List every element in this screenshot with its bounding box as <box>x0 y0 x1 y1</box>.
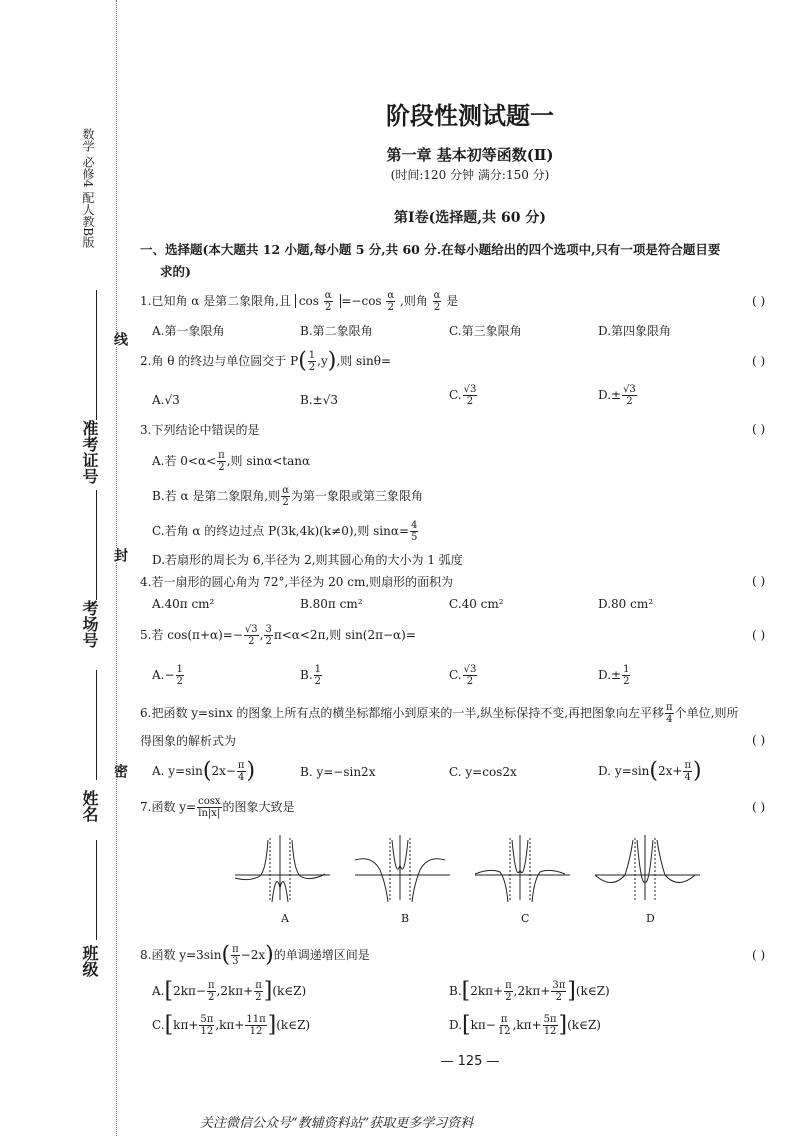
q8-b-t1: 2kπ+ <box>470 984 504 998</box>
q2-c-num: √3 <box>463 384 477 395</box>
q5-a-den: 2 <box>176 676 183 687</box>
chapter-subtitle: 第一章 基本初等函数(Ⅱ) <box>386 146 554 164</box>
q2-option-c-label: C. <box>449 388 462 402</box>
q7-frac-num: cosx <box>198 796 221 807</box>
section-instructions: 一、选择题(本大题共 12 小题,每小题 5 分,共 60 分.在每小题给出的四个选项中,只有一项是符合题目要 <box>140 242 721 257</box>
q8-d-frac1 <box>497 1014 512 1037</box>
q3-a-num: π <box>218 450 225 461</box>
q6-frac-num: π <box>666 702 673 713</box>
q5-rest: π<α<2π,则 sin(2π−α)= <box>273 628 416 642</box>
q8-a-d1: 2 <box>208 992 215 1003</box>
q5-b-den: 2 <box>314 676 322 687</box>
q5-option-d[interactable] <box>598 664 631 687</box>
q6-frac-den: 4 <box>666 714 673 725</box>
q8-stem2: 的单调递增区间是 <box>273 948 370 962</box>
q2-option-d-frac <box>622 384 637 407</box>
question-5 <box>140 624 416 647</box>
q6-line1: 6.把函数 y=sinx 的图象上所有点的横坐标都缩小到原来的一半,纵坐标保持不变,再把图象向左平移 <box>140 706 665 720</box>
seal-mark-secret: 密 <box>112 764 128 778</box>
q1-frac2 <box>386 290 395 313</box>
q5-option-c[interactable] <box>449 664 478 687</box>
q1-frac-num: α <box>324 290 332 301</box>
question-2: 2.角 θ 的终边与单位圆交于 P( $\frac{1}{2}$ ,y),则 sinθ= <box>140 348 391 374</box>
q4-option-b[interactable]: B.80π cm² <box>300 597 363 611</box>
q5-frac-num: √3 <box>244 624 258 635</box>
q8-b-t2: ,2kπ+ <box>513 984 551 998</box>
q6-d-frac <box>683 760 692 783</box>
q8-c-frac1 <box>199 1014 214 1037</box>
q8-c-n2: 11π <box>246 1014 266 1025</box>
q3-b-den: 2 <box>282 497 289 508</box>
q4-option-d[interactable]: D.80 cm² <box>598 597 654 611</box>
q6-option-b[interactable]: B. y=−sin2x <box>300 765 376 779</box>
page-number: — 125 — <box>440 1054 500 1069</box>
answer-paren-3[interactable]: ( ) <box>752 422 766 436</box>
q3-a-frac <box>217 450 226 473</box>
q5-c-frac <box>463 664 478 687</box>
q1-frac <box>324 290 333 313</box>
q3-a-text: A.若 0<α< <box>152 454 217 468</box>
q2-option-d-label: D.± <box>598 388 622 402</box>
answer-paren-7[interactable]: ( ) <box>752 800 766 814</box>
q1-option-b[interactable]: B.第二象限角 <box>300 324 373 338</box>
q8-a-domain: (k∈Z) <box>272 984 307 998</box>
q7-frac-den: ln|x| <box>198 808 221 819</box>
q3-b-text: B.若 α 是第二象限角,则 <box>152 489 281 503</box>
field-line <box>96 840 97 940</box>
q2-c-den: 2 <box>466 396 474 407</box>
answer-paren-1[interactable]: ( ) <box>752 294 766 308</box>
q6-option-a[interactable]: A. y=sin(2x− $\frac{\pi}{4}$ ) <box>152 758 256 784</box>
q8-d-n2: 5π <box>543 1014 557 1025</box>
q2-frac <box>308 350 316 373</box>
q6-d-expr: 2x+ <box>657 764 683 778</box>
q3-a-text2: ,则 sinα<tanα <box>226 454 311 468</box>
q8-d-domain: (k∈Z) <box>567 1018 601 1032</box>
answer-paren-2[interactable]: ( ) <box>752 354 766 368</box>
q8-a-t1: 2kπ− <box>173 984 206 998</box>
question-6-cont: 得图象的解析式为 <box>140 734 237 748</box>
field-line <box>96 490 97 600</box>
field-class: 班级 <box>80 945 99 977</box>
q8-b-frac2 <box>551 980 566 1003</box>
q6-a-label: A. y=sin <box>152 764 203 778</box>
q8-b-domain: (k∈Z) <box>575 984 610 998</box>
q5-frac-den: 2 <box>248 636 255 647</box>
q5-a-num: 1 <box>176 664 183 675</box>
q8-c-n1: 5π <box>200 1014 214 1025</box>
q8-a-d2: 2 <box>255 992 262 1003</box>
q6-a-frac <box>237 760 246 783</box>
q5-option-b[interactable] <box>300 664 323 687</box>
q8-frac <box>231 944 240 967</box>
field-room: 考场号 <box>80 600 99 648</box>
q6-a-num: π <box>237 760 245 771</box>
q5-option-a[interactable] <box>152 664 185 687</box>
q1-frac3-num: α <box>433 290 441 301</box>
q1-frac3 <box>433 290 442 313</box>
q1-cos: cos <box>298 294 319 308</box>
q8-option-c[interactable]: C.[kπ+ $\frac{5\pi}{12}$ ,kπ+ $\frac{11\pi}{12}$ ](k∈Z) <box>152 1012 311 1038</box>
q2-d-den: 2 <box>626 396 633 407</box>
q2-frac-num: 1 <box>308 350 316 361</box>
q5-a-label: A.− <box>152 668 175 682</box>
q5-frac2-num: 3 <box>265 624 272 635</box>
field-line <box>96 290 97 420</box>
q1-is: 是 <box>446 294 459 308</box>
q1-option-c[interactable]: C.第三象限角 <box>449 324 522 338</box>
graph-b[interactable] <box>355 835 450 902</box>
q8-frac-num: π <box>232 944 239 955</box>
q6-d-label: D. y=sin <box>598 764 650 778</box>
q8-option-b[interactable]: B.[2kπ+ $\frac{\pi}{2}$ ,2kπ+ $\frac{3\pi}{2}$ ](k∈Z) <box>449 978 610 1004</box>
q1-eq: =−cos <box>341 294 382 308</box>
q5-stem: 5.若 cos(π+α)=− <box>140 628 243 642</box>
q5-comma: , <box>259 628 264 642</box>
q5-b-num: 1 <box>314 664 322 675</box>
graph-a[interactable] <box>235 835 330 902</box>
q8-b-n1: π <box>505 980 512 991</box>
q3-option-a[interactable] <box>152 450 310 473</box>
q1-option-a[interactable]: A.第一象限角 <box>152 324 225 338</box>
q8-a-frac1 <box>207 980 216 1003</box>
q8-a-frac2 <box>254 980 263 1003</box>
q8-option-d[interactable]: D.[kπ− $\frac{\pi}{12}$ ,kπ+ $\frac{5\pi}{12}$ ](k∈Z) <box>449 1012 601 1038</box>
q5-frac2 <box>264 624 272 647</box>
q2-stem: 2.角 θ 的终边与单位圆交于 P <box>140 354 299 368</box>
answer-paren-6[interactable]: ( ) <box>752 733 766 747</box>
q3-option-c[interactable] <box>152 520 419 543</box>
q8-d-n1: π <box>500 1014 508 1025</box>
q2-d-num: √3 <box>623 384 636 395</box>
q3-option-d[interactable]: D.若扇形的周长为 6,半径为 2,则其圆心角的大小为 1 弧度 <box>152 553 463 567</box>
q2-then: ,则 sinθ= <box>336 354 391 368</box>
q8-b-frac1 <box>504 980 513 1003</box>
q2-option-c[interactable] <box>449 384 478 407</box>
q8-a-label: A. <box>152 984 165 998</box>
page-title: 阶段性测试题一 <box>386 101 554 130</box>
q8-stem: 8.函数 y=3sin <box>140 948 222 962</box>
graph-b-curve-left <box>355 859 388 902</box>
q8-b-label: B. <box>449 984 462 998</box>
q2-y: ,y <box>317 354 328 368</box>
graph-d[interactable] <box>595 835 700 902</box>
q4-option-c[interactable]: C.40 cm² <box>449 597 504 611</box>
question-1 <box>140 290 458 313</box>
q6-d-num: π <box>684 760 692 771</box>
part-heading: 第Ⅰ卷(选择题,共 60 分) <box>394 210 546 226</box>
q8-rest: −2x <box>240 948 266 962</box>
q7-frac <box>197 796 221 819</box>
q5-b-frac <box>314 664 322 687</box>
q8-d-t1: kπ− <box>470 1018 496 1032</box>
q3-c-num: 4 <box>411 520 418 531</box>
graph-label-b: B <box>401 912 410 925</box>
seal-mark-seal: 封 <box>112 548 128 562</box>
q2-option-c-frac <box>463 384 478 407</box>
q6-a-expr: 2x− <box>211 764 236 778</box>
q5-c-label: C. <box>449 668 462 682</box>
graph-label-d: D <box>646 912 655 925</box>
q8-c-t1: kπ+ <box>173 1018 199 1032</box>
q5-c-num: √3 <box>463 664 477 675</box>
q2-frac-den: 2 <box>308 362 316 373</box>
graph-b-curve-right <box>412 859 445 902</box>
seal-mark-line: 线 <box>112 332 128 346</box>
graph-d-curve-left <box>595 840 633 883</box>
q8-b-d1: 2 <box>505 992 512 1003</box>
section-instructions-cont: 求的) <box>160 264 191 279</box>
q1-option-d[interactable]: D.第四象限角 <box>598 324 672 338</box>
q5-b-label: B. <box>300 668 313 682</box>
q5-c-den: 2 <box>466 676 474 687</box>
q2-option-a[interactable]: A.√3 <box>152 393 180 407</box>
q5-d-num: 1 <box>623 664 630 675</box>
q3-option-b[interactable] <box>152 485 423 508</box>
q1-frac3-den: 2 <box>433 302 441 313</box>
q6-unit: 个单位,则所 <box>674 706 739 720</box>
q8-b-d2: 2 <box>555 992 562 1003</box>
q8-c-frac2 <box>245 1014 266 1037</box>
question-6 <box>140 702 738 725</box>
sidebar-subject: 数学 必修4 配人教B版 <box>81 128 95 249</box>
q3-b-text2: 为第一象限或第三象限角 <box>290 489 423 503</box>
q3-a-den: 2 <box>218 462 225 473</box>
graph-c[interactable] <box>475 835 570 902</box>
q1-frac2-num: α <box>387 290 395 301</box>
q6-option-d[interactable]: D. y=sin(2x+ $\frac{\pi}{4}$ ) <box>598 758 702 784</box>
q7-stem: 7.函数 y= <box>140 800 197 814</box>
field-exam-number: 准考证号 <box>80 420 99 484</box>
q8-c-t2: ,kπ+ <box>215 1018 245 1032</box>
q8-c-d2: 12 <box>249 1026 263 1037</box>
q3-c-frac <box>410 520 418 543</box>
q5-frac2-den: 2 <box>265 636 272 647</box>
q7-graphs <box>230 830 710 905</box>
q1-then: ,则角 <box>400 294 428 308</box>
question-7 <box>140 796 295 819</box>
question-3: 3.下列结论中错误的是 <box>140 423 260 437</box>
q8-d-d2: 12 <box>543 1026 557 1037</box>
q4-option-a[interactable]: A.40π cm² <box>152 597 215 611</box>
answer-paren-5[interactable]: ( ) <box>752 628 766 642</box>
q6-d-den: 4 <box>684 772 691 783</box>
field-name: 姓名 <box>80 790 99 822</box>
graph-label-c: C <box>521 912 530 925</box>
q8-b-n2: 3π <box>552 980 566 991</box>
q8-option-a[interactable]: A.[2kπ− $\frac{\pi}{2}$ ,2kπ+ $\frac{\pi}{2}$ ](k∈Z) <box>152 978 307 1004</box>
answer-paren-8[interactable]: ( ) <box>752 948 766 962</box>
q7-stem2: 的图象大致是 <box>222 800 295 814</box>
q8-a-t2: ,2kπ+ <box>216 984 254 998</box>
q5-a-frac <box>176 664 184 687</box>
graph-a-curve-right <box>292 840 325 879</box>
q6-option-c[interactable]: C. y=cos2x <box>449 765 517 779</box>
q8-a-n2: π <box>255 980 262 991</box>
q3-b-num: α <box>282 485 289 496</box>
q5-frac <box>244 624 259 647</box>
q1-frac2-den: 2 <box>387 302 394 313</box>
q8-d-t2: ,kπ+ <box>512 1018 542 1032</box>
question-4: 4.若一扇形的圆心角为 72°,半径为 20 cm,则扇形的面积为 <box>140 575 454 589</box>
q5-d-label: D.± <box>598 668 622 682</box>
q3-c-den: 5 <box>411 532 418 543</box>
field-line <box>96 670 97 780</box>
q6-frac <box>665 702 674 725</box>
q1-stem: 1.已知角 α 是第二象限角,且 <box>140 294 291 308</box>
q8-c-domain: (k∈Z) <box>276 1018 311 1032</box>
graph-label-a: A <box>281 912 289 925</box>
q5-d-frac <box>622 664 630 687</box>
question-8: 8.函数 y=3sin( $\frac{\pi}{3}$ −2x)的单调递增区间是 <box>140 942 370 968</box>
q2-option-d[interactable] <box>598 384 638 407</box>
answer-paren-4[interactable]: ( ) <box>752 574 766 588</box>
q5-d-den: 2 <box>623 676 630 687</box>
graph-d-curve-right <box>657 840 695 883</box>
q3-c-text: C.若角 α 的终边过点 P(3k,4k)(k≠0),则 sinα= <box>152 524 410 538</box>
q8-frac-den: 3 <box>232 956 239 967</box>
q1-frac-den: 2 <box>324 302 332 313</box>
q8-c-d1: 12 <box>200 1026 214 1037</box>
graph-a-curve-left <box>235 840 268 880</box>
q8-c-label: C. <box>152 1018 165 1032</box>
q8-d-frac2 <box>543 1014 558 1037</box>
q8-a-n1: π <box>207 980 215 991</box>
q2-option-b[interactable]: B.±√3 <box>300 393 338 407</box>
footer-note: 关注微信公众号“教辅资料站”获取更多学习资料 <box>200 1116 474 1131</box>
q8-d-d1: 12 <box>497 1026 511 1037</box>
exam-meta: (时间:120 分钟 满分:150 分) <box>390 168 550 182</box>
q8-d-label: D. <box>449 1018 463 1032</box>
q3-b-frac <box>281 485 290 508</box>
q6-a-den: 4 <box>238 772 245 783</box>
